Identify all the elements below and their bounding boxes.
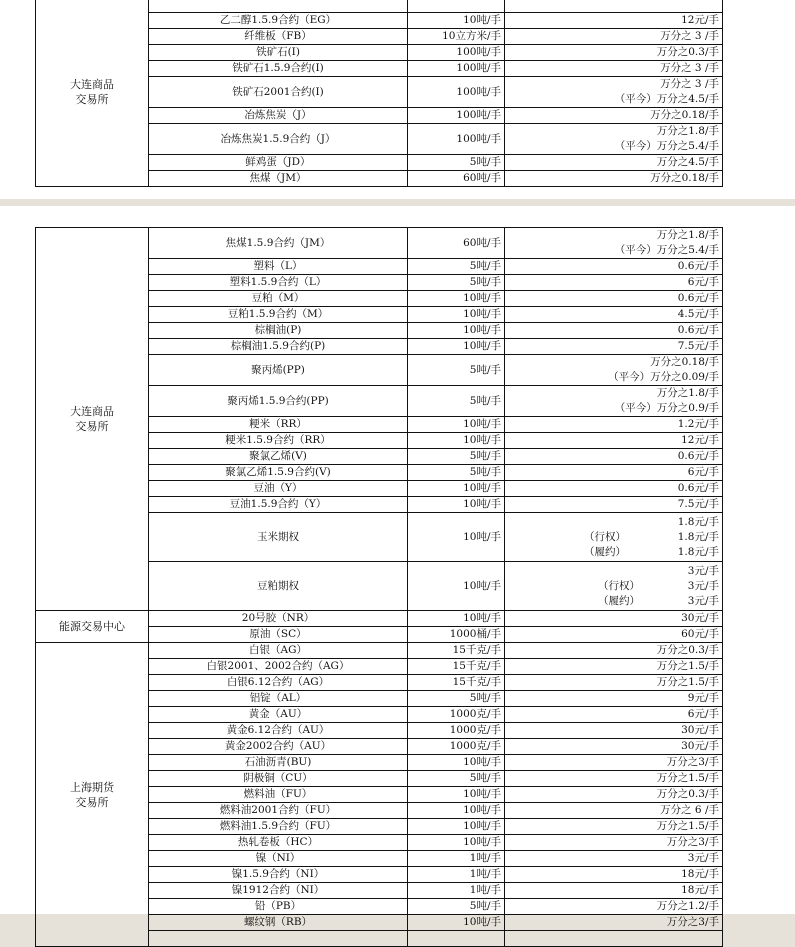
fee-cell: [505, 386, 723, 417]
product-name: 纤维板（FB）: [149, 29, 408, 45]
product-name: 塑料1.5.9合约（L）: [149, 275, 408, 291]
contract-unit: [408, 0, 505, 13]
fee-cell: 万分之1.5/手: [505, 771, 723, 787]
contract-unit: 1000克/手: [408, 739, 505, 755]
fee-line: 万分之1.8/手: [656, 387, 719, 399]
product-name: 铁矿石(I): [149, 45, 408, 61]
fee-cell: 12元/手: [505, 433, 723, 449]
fee-cell: 万分之3/手: [505, 755, 723, 771]
fee-cell: [505, 355, 723, 386]
product-name: 豆油（Y）: [149, 481, 408, 497]
product-name: 聚丙烯1.5.9合约(PP): [149, 386, 408, 417]
fee-cell: 万分之0.3/手: [505, 787, 723, 803]
fee-tag: （履约）: [598, 595, 640, 607]
fee-line: [508, 545, 719, 560]
contract-unit: 100吨/手: [408, 108, 505, 124]
fee-cell: 万分之 6 /手: [505, 803, 723, 819]
contract-unit: 1000克/手: [408, 723, 505, 739]
product-name: 螺纹钢（RB）: [149, 915, 408, 931]
fee-line: （平今）万分之5.4/手: [614, 244, 719, 256]
exchange-cell: 大连商品 交易所: [36, 228, 149, 611]
contract-unit: 5吨/手: [408, 449, 505, 465]
contract-unit: 10吨/手: [408, 915, 505, 931]
fee-tag: （行权）: [584, 531, 626, 543]
contract-unit: 100吨/手: [408, 124, 505, 155]
fee-cell: [505, 0, 723, 13]
product-name: 铁矿石2001合约(I): [149, 77, 408, 108]
table-row: [36, 0, 723, 13]
fee-tag: （行权）: [598, 580, 640, 592]
fee-cell: 7.5元/手: [505, 339, 723, 355]
fee-cell: 万分之 3 /手: [505, 61, 723, 77]
fee-table-page-2: [35, 227, 723, 947]
fee-cell: 7.5元/手: [505, 497, 723, 513]
fee-cell: 30元/手: [505, 611, 723, 627]
product-name: 热轧卷板（HC）: [149, 835, 408, 851]
fee-line: [508, 579, 719, 594]
contract-unit: [408, 931, 505, 947]
product-name: 原油（SC）: [149, 627, 408, 643]
fee-line: （平今）万分之0.09/手: [608, 371, 719, 383]
fee-sheet-page-2: [0, 206, 795, 928]
product-name: 黄金6.12合约（AU）: [149, 723, 408, 739]
fee-line: [508, 530, 719, 545]
contract-unit: 10吨/手: [408, 513, 505, 562]
fee-cell: 60元/手: [505, 627, 723, 643]
fee-value: 1.8元/手: [677, 531, 719, 543]
contract-unit: 5吨/手: [408, 155, 505, 171]
contract-unit: 100吨/手: [408, 77, 505, 108]
fee-value: 1.8元/手: [677, 546, 719, 558]
contract-unit: 10吨/手: [408, 339, 505, 355]
fee-line: 万分之 3 /手: [660, 78, 719, 90]
fee-line: 万分之1.8/手: [656, 229, 719, 241]
contract-unit: 10吨/手: [408, 819, 505, 835]
contract-unit: 10吨/手: [408, 803, 505, 819]
contract-unit: 10立方米/手: [408, 29, 505, 45]
product-name: 铁矿石1.5.9合约(I): [149, 61, 408, 77]
product-name: 铝锭（AL）: [149, 691, 408, 707]
fee-cell: 0.6元/手: [505, 449, 723, 465]
fee-cell: [505, 124, 723, 155]
contract-unit: 10吨/手: [408, 787, 505, 803]
fee-cell: 4.5元/手: [505, 307, 723, 323]
product-name: 豆粕期权: [149, 562, 408, 611]
contract-unit: 10吨/手: [408, 433, 505, 449]
product-name: 镍（NI）: [149, 851, 408, 867]
exchange-cell: 能源交易中心: [36, 611, 149, 643]
fee-cell: 万分之1.2/手: [505, 899, 723, 915]
fee-cell: [505, 513, 723, 562]
contract-unit: 5吨/手: [408, 386, 505, 417]
contract-unit: 10吨/手: [408, 13, 505, 29]
product-name: 棕榈油(P): [149, 323, 408, 339]
fee-cell: 万分之0.18/手: [505, 108, 723, 124]
product-name: 焦煤（JM）: [149, 171, 408, 187]
contract-unit: 10吨/手: [408, 323, 505, 339]
contract-unit: 100吨/手: [408, 61, 505, 77]
contract-unit: 5吨/手: [408, 355, 505, 386]
contract-unit: 10吨/手: [408, 497, 505, 513]
product-name: 镍1.5.9合约（NI）: [149, 867, 408, 883]
product-name: 阴极铜（CU）: [149, 771, 408, 787]
contract-unit: 5吨/手: [408, 275, 505, 291]
product-name: 20号胶（NR）: [149, 611, 408, 627]
fee-cell: 0.6元/手: [505, 291, 723, 307]
fee-cell: 万分之1.5/手: [505, 659, 723, 675]
contract-unit: 60吨/手: [408, 171, 505, 187]
fee-cell: 30元/手: [505, 739, 723, 755]
fee-cell: 6元/手: [505, 465, 723, 481]
fee-value: 1.8元/手: [677, 516, 719, 528]
product-name: 焦煤1.5.9合约（JM）: [149, 228, 408, 259]
product-name: 白银（AG）: [149, 643, 408, 659]
product-name: 聚氯乙烯(V): [149, 449, 408, 465]
table-row: [36, 643, 723, 659]
fee-cell: 万分之0.3/手: [505, 45, 723, 61]
fee-line: [508, 515, 719, 530]
product-name: 塑料（L）: [149, 259, 408, 275]
product-name: 聚氯乙烯1.5.9合约(V): [149, 465, 408, 481]
fee-cell: 万分之1.5/手: [505, 675, 723, 691]
fee-cell: 万分之0.18/手: [505, 171, 723, 187]
product-name: 石油沥青(BU): [149, 755, 408, 771]
contract-unit: 10吨/手: [408, 835, 505, 851]
contract-unit: 60吨/手: [408, 228, 505, 259]
contract-unit: 1000克/手: [408, 707, 505, 723]
contract-unit: 10吨/手: [408, 417, 505, 433]
fee-line: 万分之0.18/手: [650, 356, 719, 368]
product-name: 镍1912合约（NI）: [149, 883, 408, 899]
exchange-cell: 大连商品 交易所: [36, 0, 149, 187]
fee-cell: 万分之0.3/手: [505, 643, 723, 659]
contract-unit: 5吨/手: [408, 899, 505, 915]
contract-unit: 10吨/手: [408, 611, 505, 627]
fee-cell: 18元/手: [505, 883, 723, 899]
fee-value: 3元/手: [687, 565, 719, 577]
fee-cell: 3元/手: [505, 851, 723, 867]
fee-tag: （履约）: [584, 546, 626, 558]
fee-cell: [505, 77, 723, 108]
fee-cell: 9元/手: [505, 691, 723, 707]
fee-line: （平今）万分之4.5/手: [614, 93, 719, 105]
fee-cell: 0.6元/手: [505, 323, 723, 339]
product-name: 玉米期权: [149, 513, 408, 562]
product-name: 白银2001、2002合约（AG）: [149, 659, 408, 675]
exchange-cell: 上海期货 交易所: [36, 643, 149, 947]
contract-unit: 5吨/手: [408, 465, 505, 481]
contract-unit: 5吨/手: [408, 691, 505, 707]
contract-unit: 1吨/手: [408, 883, 505, 899]
product-name: 黄金2002合约（AU）: [149, 739, 408, 755]
fee-cell: 万分之 3 /手: [505, 29, 723, 45]
product-name: 白银6.12合约（AG）: [149, 675, 408, 691]
product-name: 聚丙烯(PP): [149, 355, 408, 386]
fee-cell: 18元/手: [505, 867, 723, 883]
fee-line: 万分之1.8/手: [656, 125, 719, 137]
product-name: 鲜鸡蛋（JD）: [149, 155, 408, 171]
fee-line: [508, 594, 719, 609]
table-row: [36, 611, 723, 627]
product-name: 豆粕（M）: [149, 291, 408, 307]
fee-cell: 万分之3/手: [505, 835, 723, 851]
fee-cell: 0.6元/手: [505, 259, 723, 275]
contract-unit: 10吨/手: [408, 307, 505, 323]
fee-cell: [505, 931, 723, 947]
contract-unit: 5吨/手: [408, 259, 505, 275]
contract-unit: 1吨/手: [408, 851, 505, 867]
fee-cell: 6元/手: [505, 707, 723, 723]
contract-unit: 1000桶/手: [408, 627, 505, 643]
fee-cell: [505, 562, 723, 611]
contract-unit: 15千克/手: [408, 659, 505, 675]
fee-cell: 12元/手: [505, 13, 723, 29]
product-name: [149, 931, 408, 947]
product-name: 燃料油1.5.9合约（FU）: [149, 819, 408, 835]
product-name: 乙二醇1.5.9合约（EG）: [149, 13, 408, 29]
fee-value: 3元/手: [687, 595, 719, 607]
fee-cell: 6元/手: [505, 275, 723, 291]
contract-unit: 1吨/手: [408, 867, 505, 883]
contract-unit: 5吨/手: [408, 771, 505, 787]
fee-cell: 万分之3/手: [505, 915, 723, 931]
contract-unit: 10吨/手: [408, 481, 505, 497]
contract-unit: 10吨/手: [408, 755, 505, 771]
fee-sheet-page-1: [0, 0, 795, 199]
product-name: 冶炼焦炭1.5.9合约（J）: [149, 124, 408, 155]
fee-cell: 万分之1.5/手: [505, 819, 723, 835]
product-name: [149, 0, 408, 13]
contract-unit: 100吨/手: [408, 45, 505, 61]
contract-unit: 15千克/手: [408, 643, 505, 659]
product-name: 豆粕1.5.9合约（M）: [149, 307, 408, 323]
fee-table-page-1: [35, 0, 723, 187]
contract-unit: 10吨/手: [408, 291, 505, 307]
fee-value: 3元/手: [687, 580, 719, 592]
product-name: 豆油1.5.9合约（Y）: [149, 497, 408, 513]
product-name: 铅（PB）: [149, 899, 408, 915]
contract-unit: 10吨/手: [408, 562, 505, 611]
fee-line: （平今）万分之0.9/手: [614, 402, 719, 414]
fee-cell: 30元/手: [505, 723, 723, 739]
product-name: 粳米1.5.9合约（RR）: [149, 433, 408, 449]
product-name: 黄金（AU）: [149, 707, 408, 723]
product-name: 粳米（RR）: [149, 417, 408, 433]
product-name: 燃料油2001合约（FU）: [149, 803, 408, 819]
fee-cell: [505, 228, 723, 259]
table-row: [36, 228, 723, 259]
product-name: 棕榈油1.5.9合约(P): [149, 339, 408, 355]
fee-cell: 0.6元/手: [505, 481, 723, 497]
fee-line: （平今）万分之5.4/手: [614, 140, 719, 152]
fee-cell: 1.2元/手: [505, 417, 723, 433]
contract-unit: 15千克/手: [408, 675, 505, 691]
product-name: 冶炼焦炭（J）: [149, 108, 408, 124]
fee-cell: 万分之4.5/手: [505, 155, 723, 171]
product-name: 燃料油（FU）: [149, 787, 408, 803]
fee-line: [508, 564, 719, 579]
